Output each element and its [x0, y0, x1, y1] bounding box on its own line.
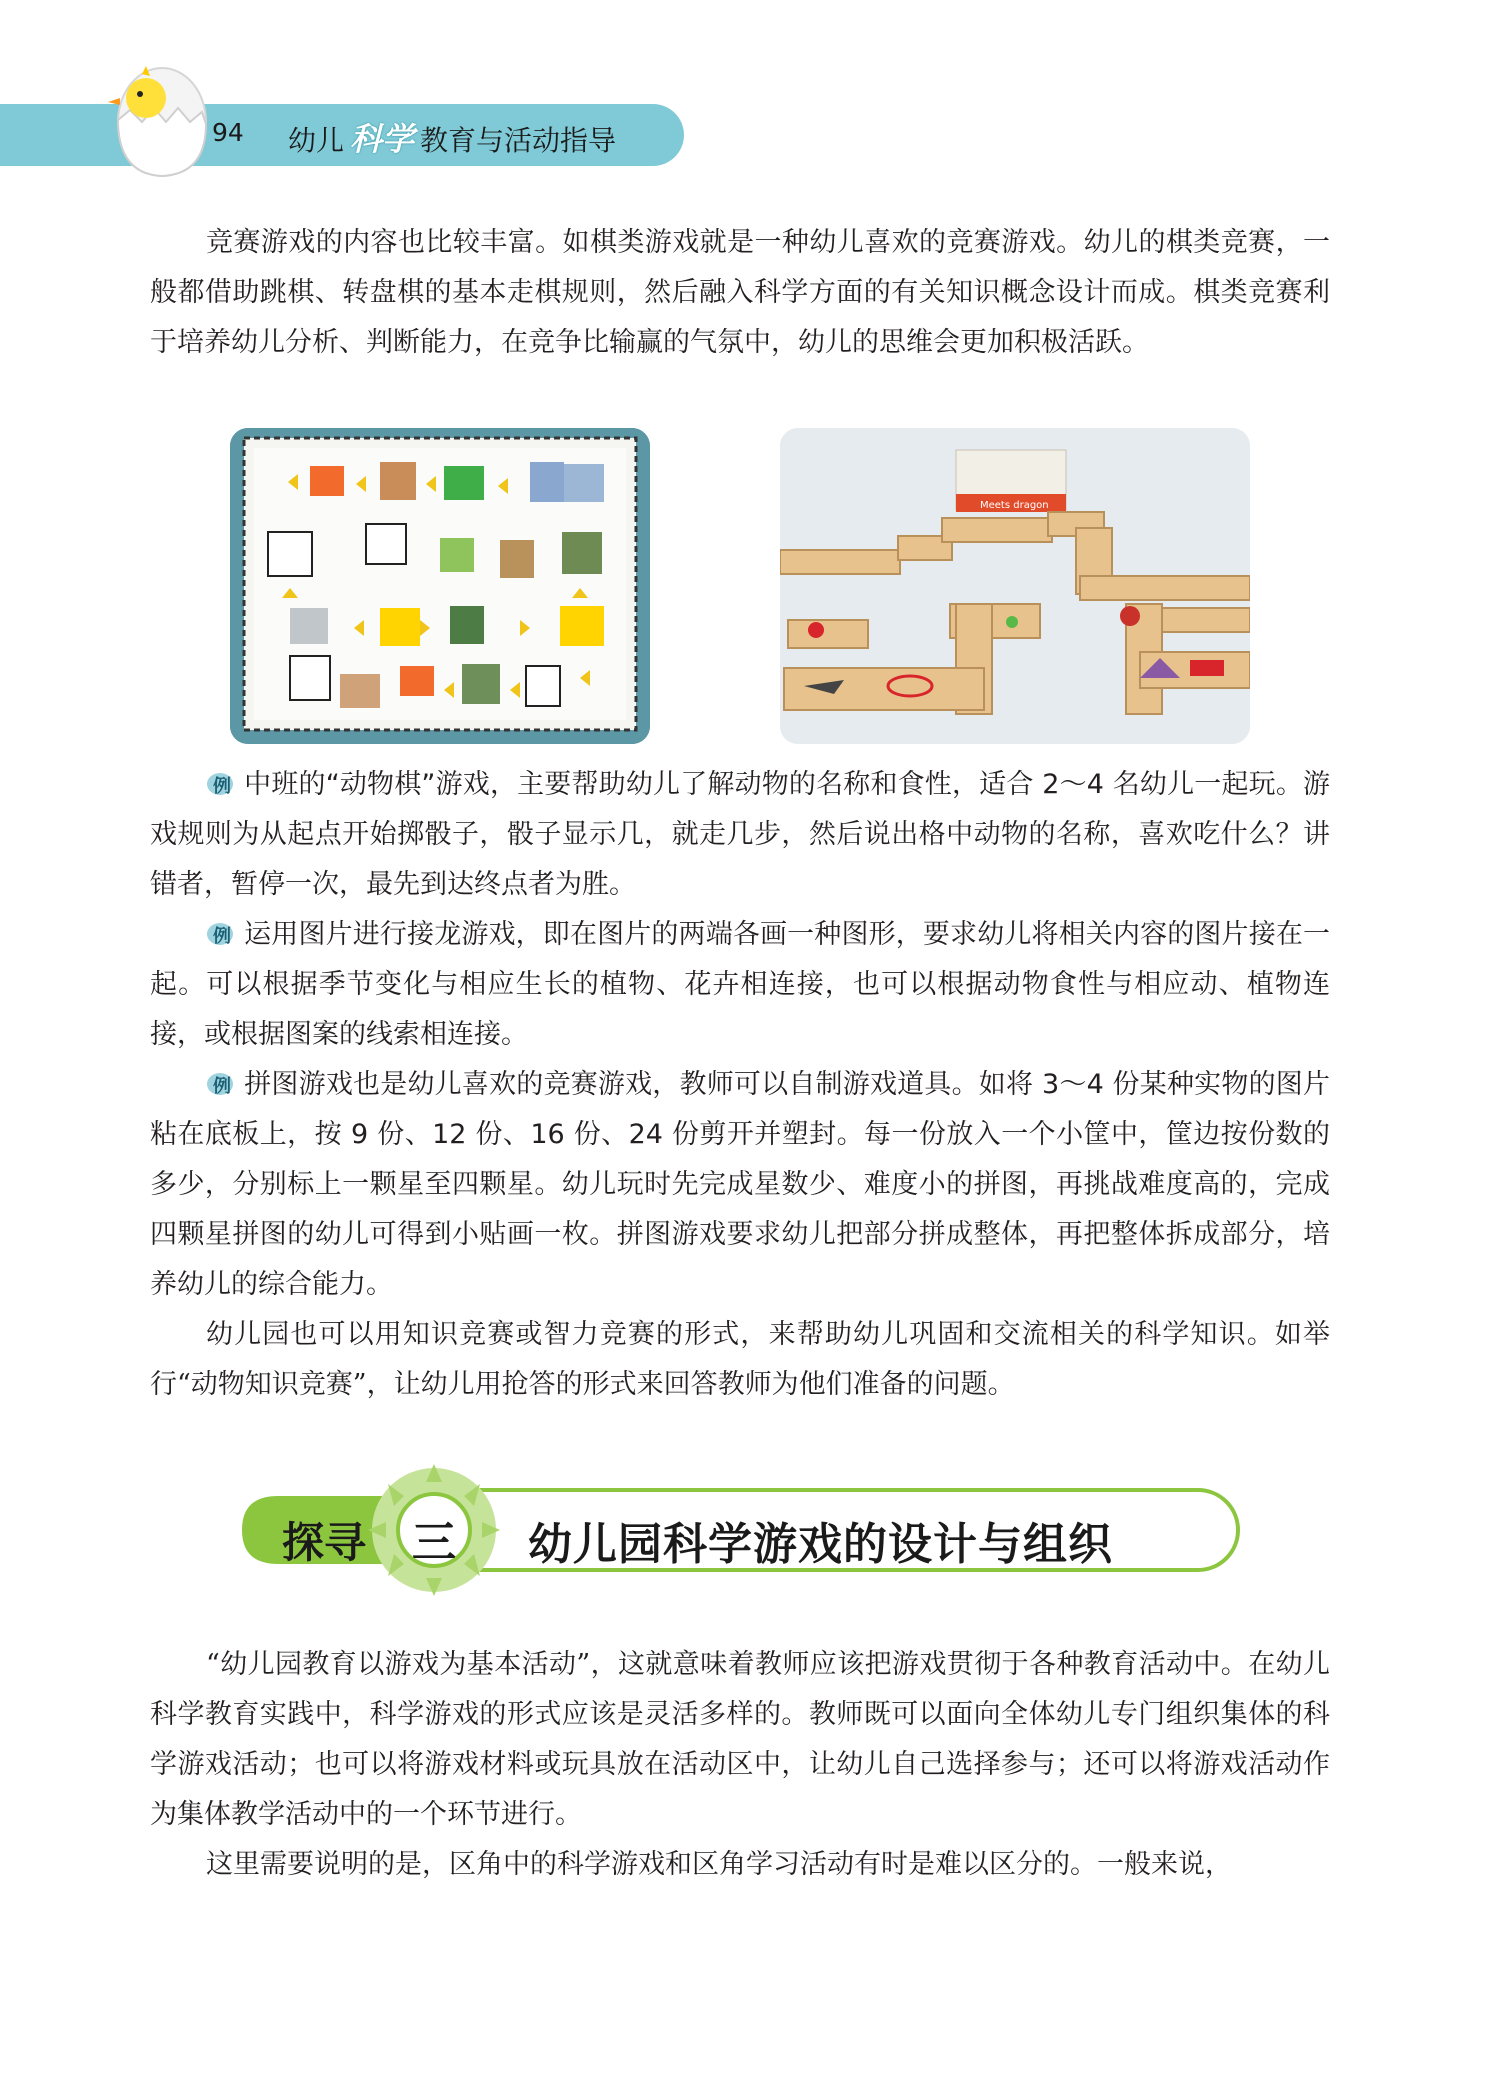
book-title-highlight: 科学	[350, 120, 415, 158]
example-badge-icon	[206, 769, 234, 797]
section-title: 幼儿园科学游戏的设计与组织	[528, 1519, 1113, 1570]
book-title-suffix: 教育与活动指导	[420, 124, 617, 157]
section-label: 探寻	[282, 1518, 367, 1567]
example-badge-icon	[206, 919, 234, 947]
domino-box-text: Meets dragon	[980, 500, 1049, 511]
animal-chess-photo	[230, 428, 650, 744]
example-animal-chess	[150, 760, 1330, 910]
paragraph-knowledge-contest: 幼儿园也可以用知识竞赛或智力竞赛的形式，来帮助幼儿巩固和交流相关的科学知识。如举行“动物知识竞赛”，让幼儿用抢答的形式来回答教师为他们准备的问题。	[150, 1319, 1330, 1400]
domino-game-photo	[780, 428, 1250, 744]
book-title-prefix: 幼儿	[288, 124, 345, 157]
svg-text:例: 例	[213, 1076, 231, 1097]
book-title	[288, 114, 616, 160]
svg-text:例: 例	[213, 776, 231, 797]
example-puzzle-text: 拼图游戏也是幼儿喜欢的竞赛游戏，教师可以自制游戏道具。如将 3～4 份某种实物的图片粘在底板上，按 9 份、12 份、16 份、24 份剪开并塑封。每一份放入一个小筐中，筐边按份数的多少，分别标上一颗星至四颗星。幼儿玩时先完成星数少、难度小的拼图，再挑战难度高的，完成四颗星拼图的幼儿可得到小贴画一枚。拼图游戏要求幼儿把部分拼成整体，再把整体拆成部分，培养幼儿的综合能力。	[150, 1069, 1330, 1300]
paragraph-board-games: 竞赛游戏的内容也比较丰富。如棋类游戏就是一种幼儿喜欢的竞赛游戏。幼儿的棋类竞赛，一般都借助跳棋、转盘棋的基本走棋规则，然后融入科学方面的有关知识概念设计而成。棋类竞赛利于培养幼儿分析、判断能力，在竞争比输赢的气氛中，幼儿的思维会更加积极活跃。	[150, 227, 1330, 358]
example-badge-icon	[206, 1069, 234, 1097]
paragraph-corner-games: 这里需要说明的是，区角中的科学游戏和区角学习活动有时是难以区分的。一般来说，	[206, 1849, 1232, 1880]
example-picture-chain	[150, 910, 1330, 1060]
section-number: 三	[412, 1517, 456, 1568]
page-number: 94	[212, 118, 244, 147]
chick-egg-icon	[102, 58, 214, 180]
svg-text:例: 例	[213, 926, 231, 947]
example-animal-chess-text: 中班的“动物棋”游戏，主要帮助幼儿了解动物的名称和食性，适合 2～4 名幼儿一起玩。游戏规则为从起点开始掷骰子，骰子显示几，就走几步，然后说出格中动物的名称，喜欢吃什么？讲错者，暂停一次，最先到达终点者为胜。	[150, 769, 1330, 900]
paragraph-game-forms: “幼儿园教育以游戏为基本活动”，这就意味着教师应该把游戏贯彻于各种教育活动中。在幼儿科学教育实践中，科学游戏的形式应该是灵活多样的。教师既可以面向全体幼儿专门组织集体的科学游戏活动；也可以将游戏材料或玩具放在活动区中，让幼儿自己选择参与；还可以将游戏活动作为集体教学活动中的一个环节进行。	[150, 1649, 1330, 1830]
example-picture-chain-text: 运用图片进行接龙游戏，即在图片的两端各画一种图形，要求幼儿将相关内容的图片接在一起。可以根据季节变化与相应生长的植物、花卉相连接，也可以根据动物食性与相应动、植物连接，或根据图案的线索相连接。	[150, 919, 1330, 1050]
example-puzzle	[150, 1060, 1330, 1310]
